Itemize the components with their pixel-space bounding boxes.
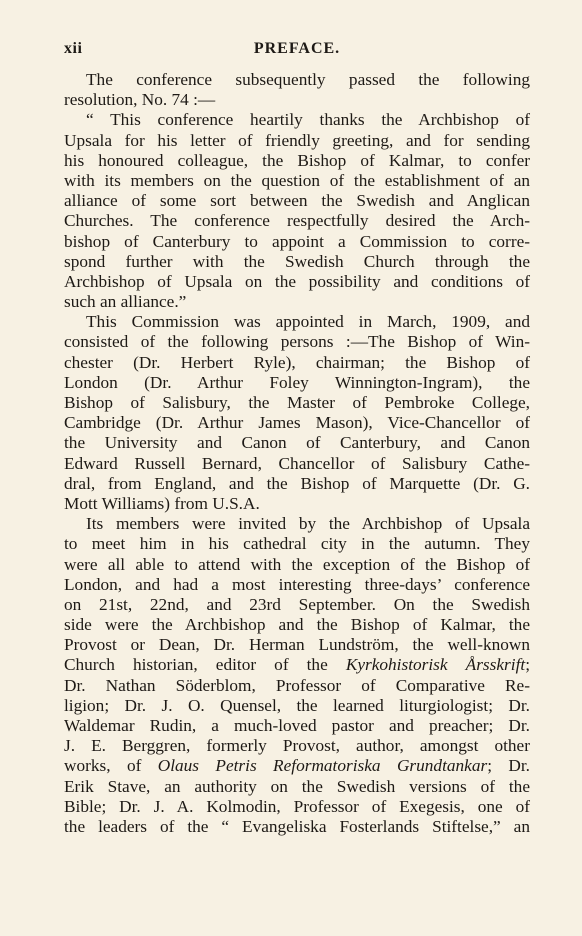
text-line bbox=[64, 312, 530, 332]
line-text: This Commission was appointed in March, 1909, and bbox=[86, 312, 530, 332]
line-text: the University and Canon of Canterbury, and Canon bbox=[64, 433, 530, 453]
text-line bbox=[64, 373, 530, 393]
text-line bbox=[64, 716, 530, 736]
text-line bbox=[64, 272, 530, 292]
text-line bbox=[64, 555, 530, 575]
line-text: Church historian, editor of the bbox=[64, 655, 346, 675]
line-text: Mott Williams) from U.S.A. bbox=[64, 493, 260, 513]
line-text: works, of bbox=[64, 756, 158, 776]
line-text: Edward Russell Bernard, Chancellor of Salisbury Cathe- bbox=[64, 453, 530, 473]
text-line bbox=[64, 797, 530, 817]
text-line bbox=[64, 433, 530, 453]
text-line bbox=[64, 232, 530, 252]
page-number: xii bbox=[64, 40, 83, 57]
line-text: ligion; Dr. J. O. Quensel, the learned liturgiologist; Dr. bbox=[64, 695, 530, 715]
line-text: The conference subsequently passed the following bbox=[86, 70, 530, 89]
text-line bbox=[64, 171, 530, 191]
line-text: Bishop of Salisbury, the Master of Pembroke College, bbox=[64, 393, 530, 412]
text-line bbox=[64, 393, 530, 413]
text-line bbox=[64, 736, 530, 756]
line-text: were all able to attend with the exception of the Bishop of bbox=[64, 554, 530, 574]
text-line bbox=[64, 696, 530, 716]
line-text: Erik Stave, an authority on the Swedish versions of the bbox=[64, 776, 530, 796]
text-line bbox=[64, 595, 530, 615]
text-line bbox=[64, 151, 530, 171]
line-text: consisted of the following persons :—The Bishop of Win- bbox=[64, 332, 530, 352]
line-text: alliance of some sort between the Swedish and Anglican bbox=[64, 191, 530, 211]
line-text: Dr. Nathan Söderblom, Professor of Comparative Re- bbox=[64, 675, 530, 695]
text-line bbox=[64, 494, 530, 514]
line-text: to meet him in his cathedral city in the autumn. They bbox=[64, 534, 530, 554]
line-text: dral, from England, and the Bishop of Marquette (Dr. G. bbox=[64, 473, 530, 493]
text-line bbox=[64, 534, 530, 554]
line-text: Upsala for his letter of friendly greeting, and for sending bbox=[64, 130, 530, 150]
line-text: J. E. Berggren, formerly Provost, author, amongst other bbox=[64, 736, 530, 756]
text-line bbox=[64, 252, 530, 272]
line-text: the leaders of the “ Evangeliska Fosterlands Stiftelse,” an bbox=[64, 816, 530, 836]
text-line bbox=[64, 615, 530, 635]
line-text-after: ; bbox=[525, 655, 530, 675]
italic-title: Olaus Petris Reformatoriska Grundtankar bbox=[157, 756, 488, 776]
page-header bbox=[64, 40, 530, 66]
text-line bbox=[64, 817, 530, 837]
line-text: Cambridge (Dr. Arthur James Mason), Vice-Chancellor of bbox=[64, 413, 530, 433]
text-line bbox=[64, 110, 530, 130]
text-line bbox=[64, 756, 530, 776]
line-text: such an alliance.” bbox=[64, 292, 187, 312]
line-text: Waldemar Rudin, a much-loved pastor and preacher; Dr. bbox=[64, 716, 530, 735]
running-head: PREFACE. bbox=[253, 40, 341, 57]
text-line bbox=[64, 292, 530, 312]
line-text-after: ; Dr. bbox=[487, 756, 530, 776]
text-line bbox=[64, 635, 530, 655]
text-line bbox=[64, 353, 530, 373]
line-text: on 21st, 22nd, and 23rd September. On the Swedish bbox=[64, 594, 530, 614]
text-line bbox=[64, 332, 530, 352]
line-text: Its members were invited by the Archbishop of Upsala bbox=[86, 514, 530, 534]
italic-title: Kyrkohistorisk Årsskrift bbox=[345, 655, 526, 675]
line-text: “ This conference heartily thanks the Archbishop of bbox=[86, 110, 530, 130]
text-line bbox=[64, 211, 530, 231]
text-line bbox=[64, 575, 530, 595]
line-text: Provost or Dean, Dr. Herman Lundström, the well-known bbox=[64, 635, 530, 655]
line-text: London (Dr. Arthur Foley Winnington-Ingram), the bbox=[64, 372, 530, 392]
text-line bbox=[64, 454, 530, 474]
line-text: bishop of Canterbury to appoint a Commission to corre- bbox=[64, 231, 530, 251]
line-text: Bible; Dr. J. A. Kolmodin, Professor of Exegesis, one of bbox=[64, 796, 530, 816]
text-line bbox=[64, 474, 530, 494]
text-line bbox=[64, 191, 530, 211]
text-line bbox=[64, 777, 530, 797]
text-line bbox=[64, 90, 530, 110]
line-text: spond further with the Swedish Church through the bbox=[64, 251, 530, 271]
body-text bbox=[64, 70, 530, 837]
line-text: side were the Archbishop and the Bishop of Kalmar, the bbox=[64, 615, 530, 635]
line-text: resolution, No. 74 :— bbox=[64, 90, 216, 110]
line-text: London, and had a most interesting three-days’ conference bbox=[64, 574, 530, 594]
text-line bbox=[64, 413, 530, 433]
line-text: Archbishop of Upsala on the possibility and conditions of bbox=[64, 271, 530, 291]
line-text: chester (Dr. Herbert Ryle), chairman; the Bishop of bbox=[64, 352, 530, 372]
text-line bbox=[64, 131, 530, 151]
text-line bbox=[64, 70, 530, 90]
text-line bbox=[64, 655, 530, 675]
text-line bbox=[64, 514, 530, 534]
line-text: his honoured colleague, the Bishop of Kalmar, to confer bbox=[64, 150, 530, 170]
line-text: Churches. The conference respectfully desired the Arch- bbox=[64, 211, 530, 231]
text-line bbox=[64, 676, 530, 696]
line-text: with its members on the question of the establishment of an bbox=[64, 170, 530, 190]
